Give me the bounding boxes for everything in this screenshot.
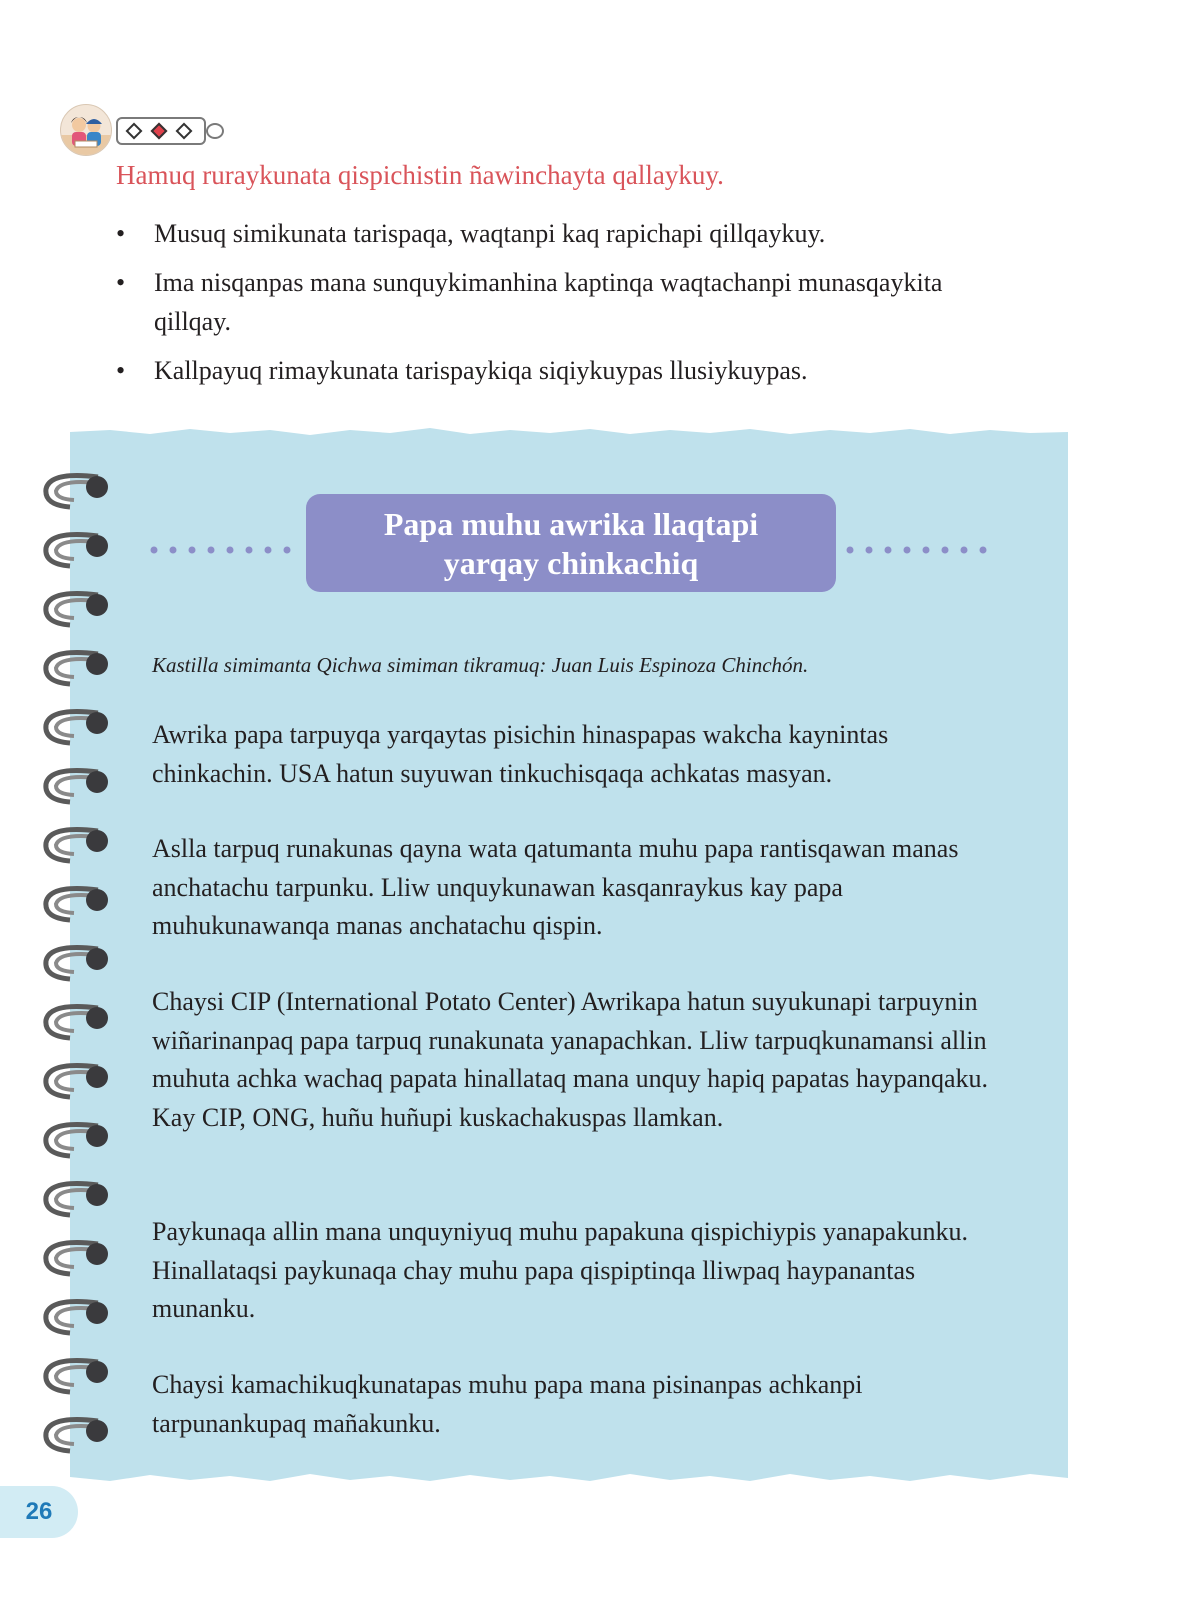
spiral-ring-icon xyxy=(46,594,108,626)
spiral-ring-icon xyxy=(46,1420,108,1452)
reading-paragraph: Awrika papa tarpuyqa yarqaytas pisichin hinaspapas wakcha kaynintas chinkachin. USA hatun suyuwan tinkuchisqaqa achkatas masyan. xyxy=(152,720,889,788)
spiral-ring-icon xyxy=(46,830,108,862)
bullet-icon: • xyxy=(116,268,126,297)
spiral-ring-icon xyxy=(46,948,108,980)
activity-instruction: Hamuq ruraykunata qispichistin ñawinchayta qallaykuy. xyxy=(116,160,724,190)
spiral-ring-icon xyxy=(46,535,108,567)
spiral-ring-icon xyxy=(46,653,108,685)
reading-paragraph: Chaysi kamachikuqkunatapas muhu papa mana pisinanpas achkanpi tarpunankupaq mañakunku. xyxy=(152,1370,863,1438)
spiral-ring-icon xyxy=(46,1361,108,1393)
spiral-ring-icon xyxy=(46,476,108,508)
diamond-outline-icon xyxy=(126,123,143,140)
difficulty-tag xyxy=(116,117,206,145)
spiral-ring-icon xyxy=(46,1302,108,1334)
spiral-ring-icon xyxy=(46,889,108,921)
list-item: • Ima nisqanpas mana sunquykimanhina kaptinqa waqtachanpi munasqaykita qillqay. xyxy=(116,263,1016,341)
spiral-ring-icon xyxy=(46,1066,108,1098)
reading-title-line: Papa muhu awrika llaqtapi xyxy=(383,506,759,542)
translator-credit: Kastilla simimanta Qichwa simiman tikramuq: Juan Luis Espinoza Chinchón. xyxy=(152,653,809,677)
title-dots-left xyxy=(150,546,300,554)
list-item: • Musuq simikunata tarispaqa, waqtanpi kaq rapichapi qillqaykuy. xyxy=(116,214,1016,253)
diamond-red-icon xyxy=(151,123,168,140)
title-dots-right xyxy=(836,546,992,554)
spiral-ring-icon xyxy=(46,771,108,803)
spiral-ring-icon xyxy=(46,1184,108,1216)
diamond-outline-icon xyxy=(176,123,193,140)
bullet-icon: • xyxy=(116,219,126,248)
instruction-bullet-list xyxy=(116,214,1016,400)
tag-string-icon xyxy=(206,123,224,139)
spiral-ring-icon xyxy=(46,1125,108,1157)
reading-paragraph: Aslla tarpuq runakunas qayna wata qatumanta muhu papa rantisqawan manas anchatachu tarpunku. Lliw unquykunawan kasqanraykus kay papa muhukunawanqa manas anchatachu qispin. xyxy=(152,834,959,940)
list-item: • Kallpayuq rimaykunata tarispaykiqa siqiykuypas llusiykuypas. xyxy=(116,351,1016,390)
children-illustration-icon xyxy=(61,105,111,155)
spiral-ring-icon xyxy=(46,1007,108,1039)
bullet-icon: • xyxy=(116,356,126,385)
reading-title-line: yarqay chinkachiq xyxy=(443,545,699,581)
students-reading-avatar xyxy=(60,104,112,156)
reading-paragraph: Chaysi CIP (International Potato Center) Awrikapa hatun suyukunapi tarpuynin wiñarinanpaq papa tarpuq runakunata yanapachkan. Lliw tarpuqkunamansi allin muhuta achka wachaq papata hinallataq mana unquy hapiq papatas haypanqaku. Kay CIP, ONG, huñu huñupi kuskachakuspas llamkan. xyxy=(152,987,989,1132)
spiral-ring-icon xyxy=(46,712,108,744)
spiral-binding xyxy=(40,470,120,1460)
reading-title xyxy=(306,494,836,592)
spiral-ring-icon xyxy=(46,1243,108,1275)
reading-paragraph: Paykunaqa allin mana unquyniyuq muhu papakuna qispichiypis yanapakunku. Hinallataqsi paykunaqa chay muhu papa qispiptinqa lliwpaq haypanantas munanku. xyxy=(152,1217,968,1323)
page-number: 26 xyxy=(0,1486,78,1538)
